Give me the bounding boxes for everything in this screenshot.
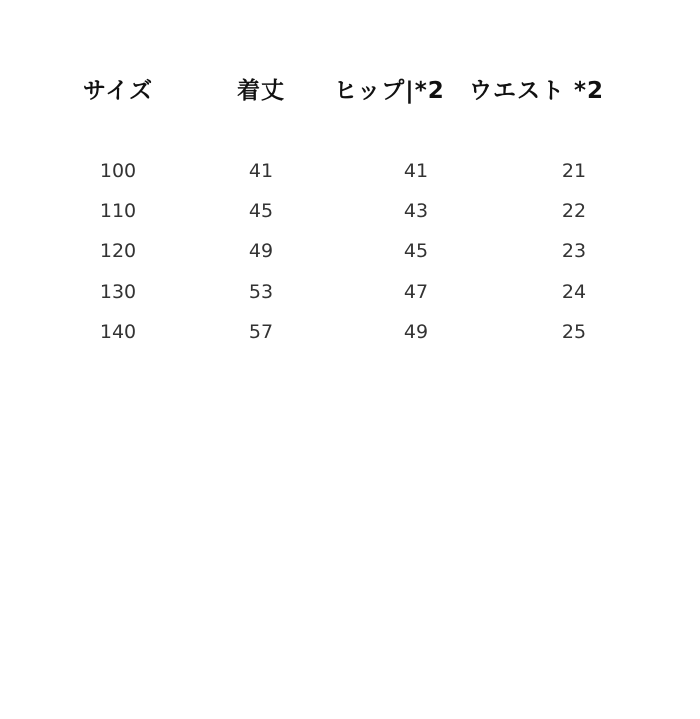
cell-length: 41: [248, 160, 274, 182]
cell-length: 49: [248, 240, 274, 262]
cell-waist: 25: [561, 321, 587, 343]
column-hip: [334, 0, 494, 719]
cell-length: 45: [248, 200, 274, 222]
cell-hip: 43: [403, 200, 429, 222]
cell-size: 130: [99, 281, 137, 303]
column-size: [38, 0, 198, 719]
cell-hip: 49: [403, 321, 429, 343]
header-waist: ウエスト *2: [469, 78, 605, 104]
column-length: [181, 0, 341, 719]
column-waist: [469, 0, 654, 719]
cell-length: 57: [248, 321, 274, 343]
cell-size: 140: [99, 321, 137, 343]
cell-waist: 23: [561, 240, 587, 262]
cell-hip: 47: [403, 281, 429, 303]
cell-size: 120: [99, 240, 137, 262]
header-hip: ヒップ|*2: [334, 78, 445, 104]
cell-hip: 45: [403, 240, 429, 262]
header-size: サイズ: [82, 78, 154, 104]
cell-waist: 24: [561, 281, 587, 303]
cell-size: 110: [99, 200, 137, 222]
cell-waist: 22: [561, 200, 587, 222]
cell-size: 100: [99, 160, 137, 182]
cell-hip: 41: [403, 160, 429, 182]
cell-waist: 21: [561, 160, 587, 182]
header-length: 着丈: [237, 78, 285, 104]
cell-length: 53: [248, 281, 274, 303]
